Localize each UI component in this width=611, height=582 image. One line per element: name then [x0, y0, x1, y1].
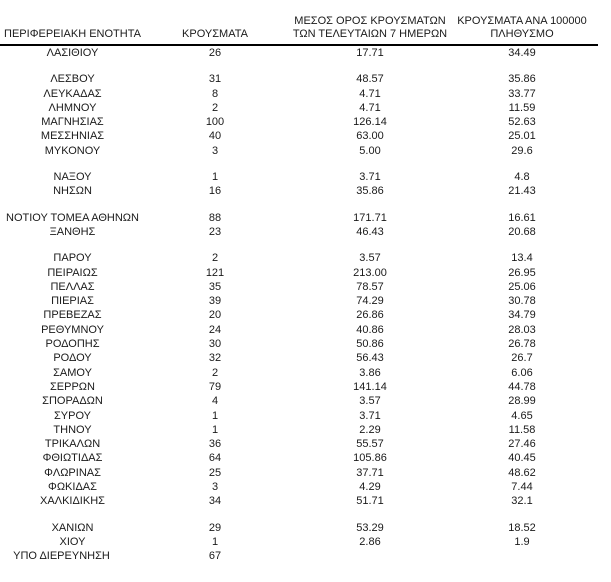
avg-7day-cell: 5.00	[359, 144, 381, 157]
per-100k-cell: 44.78	[508, 380, 536, 393]
region-cell: ΝΑΞΟΥ	[53, 171, 92, 184]
cases-cell: 24	[208, 323, 222, 336]
row-group	[0, 211, 598, 240]
cases-cell: 36	[208, 438, 222, 451]
cases-cell: 8	[211, 87, 219, 100]
cases-cell: 35	[208, 280, 222, 293]
per-100k-cell: 26.78	[508, 338, 536, 351]
table-row	[0, 451, 598, 465]
per-100k-cell: 6.06	[511, 366, 533, 379]
region-cell: ΦΩΚΙΔΑΣ	[48, 481, 97, 494]
per-100k-cell: 20.68	[508, 225, 536, 238]
cases-cell: 16	[208, 185, 222, 198]
avg-7day-cell: 4.71	[359, 87, 381, 100]
per-100k-cell: 33.77	[508, 87, 536, 100]
per-100k-cell: 40.45	[508, 452, 536, 465]
region-cell: ΤΗΝΟΥ	[53, 423, 92, 436]
table-row	[0, 394, 598, 408]
cases-cell: 20	[208, 309, 222, 322]
column-header-label: ΠΛΗΘΥΣΜΟ	[490, 28, 554, 40]
cases-cell: 121	[205, 266, 225, 279]
table-row	[0, 115, 598, 129]
region-cell: ΛΑΣΙΘΙΟΥ	[46, 47, 99, 59]
cases-cell: 1	[211, 535, 219, 548]
avg-7day-cell: 74.29	[356, 295, 384, 308]
table-row	[0, 251, 598, 265]
cases-cell: 40	[208, 130, 222, 143]
table-row	[0, 494, 598, 508]
region-cell: ΣΥΡΟΥ	[53, 409, 91, 422]
region-cell: ΦΘΙΩΤΙΔΑΣ	[42, 452, 103, 465]
per-100k-cell: 48.62	[508, 466, 536, 479]
row-group	[0, 251, 598, 508]
cases-cell: 31	[208, 73, 222, 86]
avg-7day-cell: 213.00	[353, 266, 387, 279]
avg-7day-cell	[285, 549, 455, 563]
per-100k-cell: 7.44	[511, 481, 533, 494]
cases-cell: 26	[208, 47, 222, 59]
region-cell: ΠΕΙΡΑΙΩΣ	[47, 266, 98, 279]
table-body	[0, 46, 598, 564]
region-cell: ΝΟΤΙΟΥ ΤΟΜΕΑ ΑΘΗΝΩΝ	[6, 211, 139, 224]
cases-cell: 34	[208, 495, 222, 508]
avg-7day-cell: 3.86	[359, 366, 381, 379]
region-cell: ΥΠΟ ΔΙΕΡΕΥΝΗΣΗ	[13, 550, 110, 563]
table-row	[0, 294, 598, 308]
row-group	[0, 521, 598, 564]
cases-cell: 2	[211, 252, 219, 265]
per-100k-cell: 16.61	[508, 211, 536, 224]
table-row	[0, 380, 598, 394]
cases-cell: 1	[211, 423, 219, 436]
avg-7day-cell: 40.86	[356, 323, 384, 336]
column-header-avg-7day	[285, 15, 455, 41]
per-100k-cell: 34.79	[508, 309, 536, 322]
region-cell: ΠΕΛΛΑΣ	[50, 280, 95, 293]
avg-7day-cell: 4.29	[359, 481, 381, 494]
avg-7day-cell: 141.14	[353, 380, 387, 393]
region-cell: ΛΗΜΝΟΥ	[48, 101, 97, 114]
avg-7day-cell: 50.86	[356, 338, 384, 351]
table-row	[0, 466, 598, 480]
region-cell: ΧΑΛΚΙΔΙΚΗΣ	[40, 495, 105, 508]
table-row	[0, 46, 598, 60]
per-100k-cell: 4.65	[511, 409, 533, 422]
table-row	[0, 437, 598, 451]
avg-7day-cell: 4.71	[359, 101, 381, 114]
avg-7day-cell: 53.29	[356, 521, 384, 534]
table-row	[0, 144, 598, 158]
region-cell: ΧΙΟΥ	[59, 535, 86, 548]
table-row	[0, 87, 598, 101]
per-100k-cell: 11.59	[508, 101, 536, 114]
cases-cell: 3	[211, 144, 219, 157]
avg-7day-cell: 3.71	[359, 171, 381, 184]
per-100k-cell	[455, 549, 589, 563]
region-cell: ΧΑΝΙΩΝ	[51, 521, 94, 534]
per-100k-cell: 4.8	[514, 171, 530, 184]
avg-7day-cell: 48.57	[356, 73, 384, 86]
avg-7day-cell: 35.86	[356, 185, 384, 198]
table-row	[0, 211, 598, 225]
column-header-region	[0, 28, 145, 41]
per-100k-cell: 26.7	[511, 352, 533, 365]
table-row	[0, 323, 598, 337]
per-100k-cell: 29.6	[511, 144, 533, 157]
region-cell: ΡΟΔΟΠΗΣ	[45, 338, 100, 351]
table-row	[0, 366, 598, 380]
per-100k-cell: 34.49	[508, 47, 536, 59]
region-cell: ΜΑΓΝΗΣΙΑΣ	[41, 116, 104, 129]
per-100k-cell: 25.01	[508, 130, 536, 143]
column-header-per-100k	[455, 15, 589, 41]
avg-7day-cell: 17.71	[356, 47, 384, 59]
column-header-label: ΤΩΝ ΤΕΛΕΥΤΑΙΩΝ 7 ΗΜΕΡΩΝ	[292, 28, 448, 40]
per-100k-cell: 35.86	[508, 73, 536, 86]
region-cell: ΜΥΚΟΝΟΥ	[44, 144, 101, 157]
avg-7day-cell: 105.86	[353, 452, 387, 465]
avg-7day-cell: 55.57	[356, 438, 384, 451]
avg-7day-cell: 2.29	[359, 423, 381, 436]
cases-cell: 25	[208, 466, 222, 479]
table-header-row	[0, 15, 598, 46]
per-100k-cell: 32.1	[511, 495, 533, 508]
avg-7day-cell: 2.86	[359, 535, 381, 548]
region-cell: ΣΠΟΡΑΔΩΝ	[42, 395, 103, 408]
per-100k-cell: 25.06	[508, 280, 536, 293]
avg-7day-cell: 46.43	[356, 225, 384, 238]
region-cell: ΜΕΣΣΗΝΙΑΣ	[40, 130, 105, 143]
column-header-label: ΚΡΟΥΣΜΑΤΑ	[182, 28, 248, 40]
per-100k-cell: 27.46	[508, 438, 536, 451]
region-cell: ΦΛΩΡΙΝΑΣ	[44, 466, 101, 479]
region-cell: ΠΙΕΡΙΑΣ	[51, 295, 94, 308]
region-cell: ΠΑΡΟΥ	[53, 252, 92, 265]
cases-cell: 1	[211, 171, 219, 184]
table-row	[0, 129, 598, 143]
per-100k-cell: 1.9	[514, 535, 530, 548]
per-100k-cell: 21.43	[508, 185, 536, 198]
table-row	[0, 535, 598, 549]
avg-7day-cell: 56.43	[356, 352, 384, 365]
avg-7day-cell: 126.14	[353, 116, 387, 129]
cases-cell: 32	[208, 352, 222, 365]
column-header-label: ΜΕΣΟΣ ΟΡΟΣ ΚΡΟΥΣΜΑΤΩΝ	[294, 15, 446, 27]
table-row	[0, 170, 598, 184]
table-row	[0, 521, 598, 535]
table-row	[0, 480, 598, 494]
table-row	[0, 101, 598, 115]
cases-cell: 4	[211, 395, 219, 408]
table-row	[0, 72, 598, 86]
table-row	[0, 225, 598, 239]
cases-cell: 88	[208, 211, 222, 224]
table-row	[0, 409, 598, 423]
region-cell: ΡΟΔΟΥ	[53, 352, 92, 365]
region-cell: ΛΕΣΒΟΥ	[50, 73, 95, 86]
avg-7day-cell: 3.57	[359, 395, 381, 408]
cases-cell: 64	[208, 452, 222, 465]
region-cell: ΝΗΣΩΝ	[53, 185, 92, 198]
avg-7day-cell: 37.71	[356, 466, 384, 479]
avg-7day-cell: 78.57	[356, 280, 384, 293]
table-row	[0, 308, 598, 322]
cases-cell: 29	[208, 521, 222, 534]
cases-cell: 79	[208, 380, 222, 393]
region-cell: ΣΑΜΟΥ	[53, 366, 92, 379]
region-cell: ΤΡΙΚΑΛΩΝ	[44, 438, 101, 451]
per-100k-cell: 13.4	[511, 252, 533, 265]
row-group	[0, 170, 598, 199]
region-cell: ΞΑΝΘΗΣ	[49, 225, 96, 238]
region-cell: ΛΕΥΚΑΔΑΣ	[43, 87, 102, 100]
per-100k-cell: 28.99	[508, 395, 536, 408]
cases-cell: 100	[205, 116, 225, 129]
table-row	[0, 549, 598, 563]
table-row	[0, 337, 598, 351]
cases-cell: 23	[208, 225, 222, 238]
region-cell: ΣΕΡΡΩΝ	[50, 380, 95, 393]
row-group	[0, 46, 598, 60]
table-row	[0, 351, 598, 365]
cases-cell: 39	[208, 295, 222, 308]
per-100k-cell: 28.03	[508, 323, 536, 336]
avg-7day-cell: 3.71	[359, 409, 381, 422]
avg-7day-cell: 51.71	[356, 495, 384, 508]
per-100k-cell: 11.58	[508, 423, 536, 436]
column-header-cases	[145, 28, 285, 41]
table-row	[0, 280, 598, 294]
avg-7day-cell: 3.57	[359, 252, 381, 265]
cases-cell: 67	[208, 550, 222, 563]
per-100k-cell: 52.63	[508, 116, 536, 129]
cases-cell: 3	[211, 481, 219, 494]
per-100k-cell: 30.78	[508, 295, 536, 308]
region-cell: ΡΕΘΥΜΝΟΥ	[41, 323, 104, 336]
per-100k-cell: 18.52	[508, 521, 536, 534]
avg-7day-cell: 63.00	[356, 130, 384, 143]
table-row	[0, 423, 598, 437]
cases-cell: 2	[211, 101, 219, 114]
cases-cell: 1	[211, 409, 219, 422]
table-row	[0, 184, 598, 198]
avg-7day-cell: 26.86	[356, 309, 384, 322]
table-row	[0, 266, 598, 280]
avg-7day-cell: 171.71	[353, 211, 387, 224]
column-header-label: ΠΕΡΙΦΕΡΕΙΑΚΗ ΕΝΟΤΗΤΑ	[4, 28, 141, 40]
row-group	[0, 72, 598, 158]
cases-cell: 30	[208, 338, 222, 351]
per-100k-cell: 26.95	[508, 266, 536, 279]
region-cell: ΠΡΕΒΕΖΑΣ	[43, 309, 102, 322]
column-header-label: ΚΡΟΥΣΜΑΤΑ ΑΝΑ 100000	[457, 15, 587, 27]
cases-cell: 2	[211, 366, 219, 379]
